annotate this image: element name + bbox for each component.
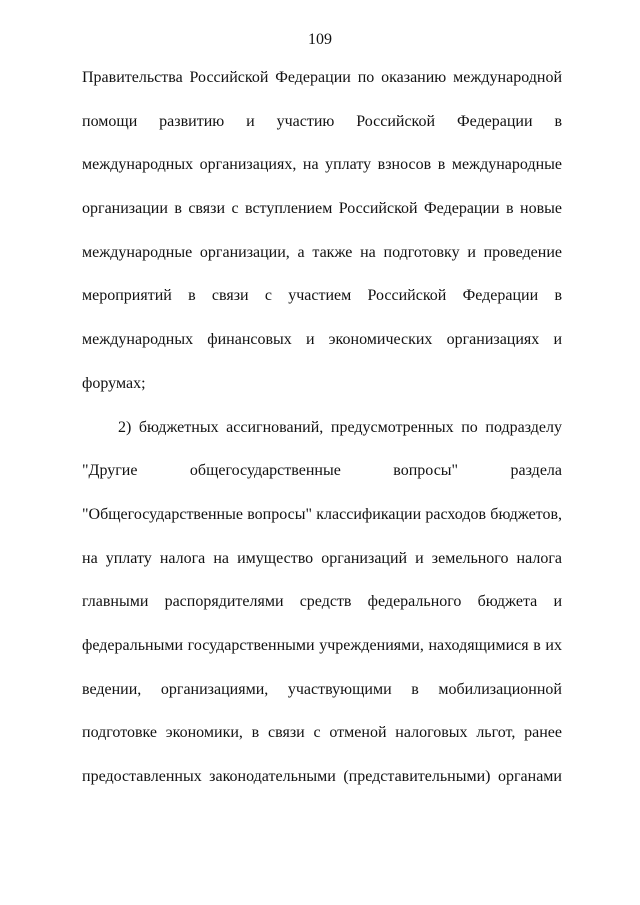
text-line: международных организациях, на уплату взносов в международные xyxy=(82,156,562,174)
text-line: на уплату налога на имущество организаций и земельного налога xyxy=(82,549,562,567)
text-line: предоставленных законодательными (представительными) органами xyxy=(82,768,562,785)
text-line-list-item: 2) бюджетных ассигнований, предусмотренных по подразделу xyxy=(118,418,562,436)
text-line: мероприятий в связи с участием Российской Федерации в xyxy=(82,287,562,305)
text-line: "Другие общегосударственные вопросы" раздела xyxy=(82,462,562,480)
page-number: 109 xyxy=(308,31,332,48)
text-line: организации в связи с вступлением Российской Федерации в новые xyxy=(82,200,562,218)
text-line: федеральными государственными учреждениями, находящимися в их xyxy=(82,636,562,654)
text-line: Правительства Российской Федерации по оказанию международной xyxy=(82,69,562,86)
text-line: главными распорядителями средств федерального бюджета и xyxy=(82,593,562,611)
text-line: международных финансовых и экономических организациях и xyxy=(82,331,562,349)
text-line: "Общегосударственные вопросы" классификации расходов бюджетов, xyxy=(82,505,562,523)
text-line: международные организации, а также на подготовку и проведение xyxy=(82,243,562,261)
body-text xyxy=(82,65,562,808)
text-line: форумах; xyxy=(82,374,146,392)
text-line: ведении, организациями, участвующими в мобилизационной xyxy=(82,680,562,698)
text-line: подготовке экономики, в связи с отменой налоговых льгот, ранее xyxy=(82,724,562,742)
text-line: помощи развитию и участию Российской Федерации в xyxy=(82,112,562,130)
